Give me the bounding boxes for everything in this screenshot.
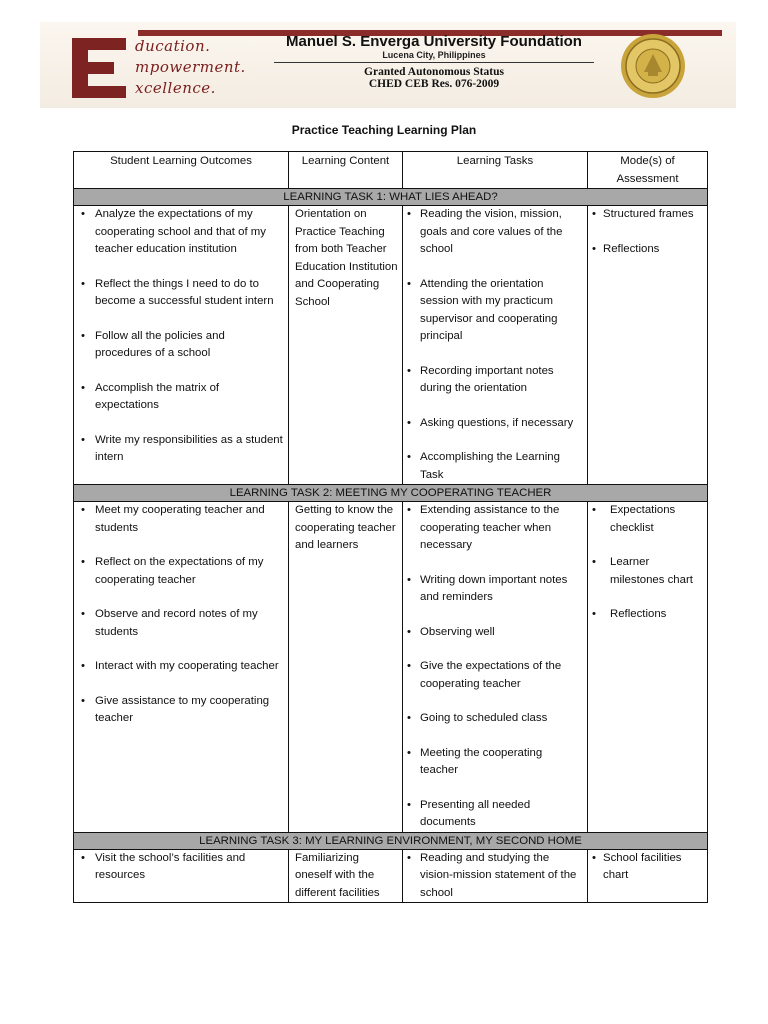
list-item: • Structured frames [592,206,703,224]
table-row [74,849,708,903]
content-cell [289,502,403,833]
ched-resolution: CHED CEB Res. 076-2009 [368,78,500,90]
motto-line: mpowerment. [135,58,246,76]
learning-content: Familiarizing oneself with the different facilities [295,851,380,899]
outcomes-cell [74,206,289,485]
motto-line: xcellence. [135,79,216,97]
column-header: Learning Tasks [403,152,588,189]
list-item: • Writing down important notes and reminders [407,572,583,607]
tasks-cell [403,849,588,903]
task-heading: LEARNING TASK 1: WHAT LIES AHEAD? [74,189,708,206]
university-seal-icon [614,32,692,100]
letter-e-logo [70,36,128,100]
page-title: Practice Teaching Learning Plan [291,123,477,137]
list-item: • Reflect on the expectations of my cooperating teacher [78,554,284,589]
list-item: • School facilities chart [592,850,703,885]
list-item: • Analyze the expectations of my cooperating school and that of my teacher education institution [78,206,284,259]
list-item: • Meet my cooperating teacher and students [78,502,284,537]
list-item: • Observing well [407,624,583,642]
list-item: • Recording important notes during the orientation [407,363,583,398]
list-item: • Going to scheduled class [407,710,583,728]
list-item: • Presenting all needed documents [407,797,583,832]
letterhead [40,22,736,108]
list-item: • Learner milestones chart [592,554,703,589]
list-item: • Attending the orientation session with my practicum supervisor and cooperating principal [407,276,583,346]
list-item: • Reflect the things I need to do to become a successful student intern [78,276,284,311]
outcomes-cell [74,502,289,833]
learning-content: Orientation on Practice Teaching from both Teacher Education Institution and Cooperating School [295,208,398,308]
task-heading-row [74,832,708,849]
column-header: Student Learning Outcomes [74,152,289,189]
list-item: • Reading and studying the vision-mission statement of the school [407,850,583,903]
assessment-cell [588,849,708,903]
list-item: • Meeting the cooperating teacher [407,745,583,780]
column-header: Learning Content [289,152,403,189]
table-header-row [74,152,708,189]
motto-line: ducation. [135,37,211,55]
task-heading: LEARNING TASK 3: MY LEARNING ENVIRONMENT, MY SECOND HOME [74,832,708,849]
list-item: • Interact with my cooperating teacher [78,658,284,676]
learning-plan-table [73,151,708,903]
university-name: Manuel S. Enverga University Foundation [286,33,582,50]
task-heading: LEARNING TASK 2: MEETING MY COOPERATING TEACHER [74,485,708,502]
table-row [74,206,708,485]
content-cell [289,849,403,903]
list-item: • Reading the vision, mission, goals and core values of the school [407,206,583,259]
list-item: • Asking questions, if necessary [407,415,583,433]
tasks-cell [403,502,588,833]
tasks-cell [403,206,588,485]
list-item: • Accomplishing the Learning Task [407,449,583,484]
list-item: • Give the expectations of the cooperating teacher [407,658,583,693]
list-item: • Observe and record notes of my students [78,606,284,641]
university-block [274,33,594,90]
list-item: • Write my responsibilities as a student intern [78,432,284,467]
autonomous-status: Granted Autonomous Status [364,66,504,78]
university-city: Lucena City, Philippines [274,50,594,63]
assessment-cell [588,206,708,485]
list-item: • Reflections [592,606,703,624]
content-cell [289,206,403,485]
column-header: Mode(s) of Assessment [588,152,708,189]
task-heading-row [74,485,708,502]
learning-content: Getting to know the cooperating teacher and learners [295,504,396,551]
assessment-cell [588,502,708,833]
list-item: • Give assistance to my cooperating teacher [78,693,284,728]
outcomes-cell [74,849,289,903]
list-item: • Visit the school’s facilities and resources [78,850,284,885]
list-item: • Follow all the policies and procedures of a school [78,328,284,363]
list-item: • Extending assistance to the cooperating teacher when necessary [407,502,583,555]
list-item: • Reflections [592,241,703,259]
table-row [74,502,708,833]
list-item: • Accomplish the matrix of expectations [78,380,284,415]
list-item: • Expectations checklist [592,502,703,537]
task-heading-row [74,189,708,206]
motto-block [135,36,246,99]
